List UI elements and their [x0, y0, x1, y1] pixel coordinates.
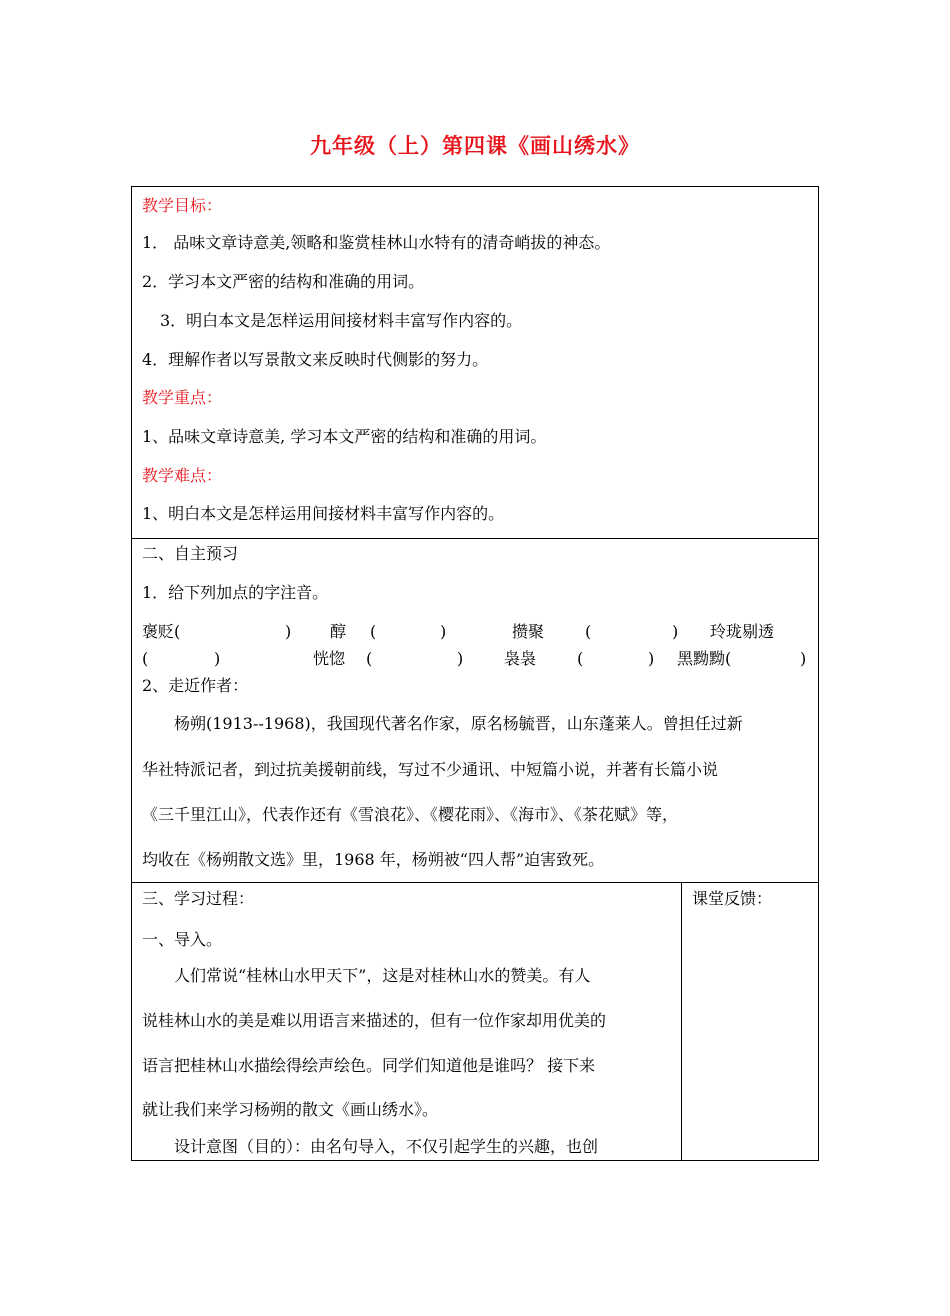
goal-item-3: 3．明白本文是怎样运用间接材料丰富写作内容的。	[160, 311, 523, 330]
author-line-1: 杨朔(1913--1968)，我国现代著名作家，原名杨毓晋，山东蓬莱人。曾担任过新	[174, 714, 743, 733]
author-line-3: 《三千里江山》，代表作还有《雪浪花》、《樱花雨》、《海市》、《茶花赋》等，	[142, 805, 679, 824]
word-row2-f: 袅袅	[504, 649, 537, 668]
difficult-point: 1、明白本文是怎样运用间接材料丰富写作内容的。	[142, 504, 505, 523]
word-row1-f: 攒聚	[512, 622, 545, 641]
word-row2-d: (	[366, 649, 373, 668]
process-line-1: 人们常说“桂林山水甲天下”，这是对桂林山水的赞美。有人	[174, 966, 591, 985]
process-heading: 三、学习过程：	[142, 889, 255, 908]
feedback-heading: 课堂反馈：	[692, 889, 773, 908]
word-row1-d: (	[370, 622, 377, 641]
page-title: 九年级（上）第四课《画山绣水》	[310, 134, 640, 158]
process-line-3: 语言把桂林山水描绘得绘声绘色。同学们知道他是谁吗？ 接下来	[142, 1056, 596, 1075]
question-2: 2、走近作者：	[142, 676, 249, 695]
process-line-4: 就让我们来学习杨朔的散文《画山绣水》。	[142, 1100, 439, 1119]
key-point: 1、品味文章诗意美, 学习本文严密的结构和准确的用词。	[142, 427, 547, 446]
intro-heading: 一、导入。	[142, 930, 223, 949]
word-row2-b: )	[214, 649, 221, 668]
word-row2-j: )	[800, 649, 807, 668]
word-row1-e: )	[440, 622, 447, 641]
key-heading: 教学重点：	[142, 388, 223, 407]
goal-item-4: 4．理解作者以写景散文来反映时代侧影的努力。	[142, 350, 489, 369]
word-row1-h: )	[672, 622, 679, 641]
word-row2-g: (	[577, 649, 584, 668]
word-row1-i: 玲珑剔透	[710, 622, 775, 641]
question-1: 1．给下列加点的字注音。	[142, 583, 329, 602]
author-line-2: 华社特派记者，到过抗美援朝前线，写过不少通讯、中短篇小说，并著有长篇小说	[142, 760, 719, 779]
word-row1-c: 醇	[330, 622, 347, 641]
word-row2-h: )	[648, 649, 655, 668]
preview-heading: 二、自主预习	[142, 544, 239, 563]
word-row2-a: (	[142, 649, 149, 668]
word-row1-a: 褒贬(	[142, 622, 181, 641]
goals-heading: 教学目标：	[142, 196, 223, 215]
word-row1-b: )	[285, 622, 292, 641]
word-row1-g: (	[585, 622, 592, 641]
process-line-2: 说桂林山水的美是难以用语言来描述的，但有一位作家却用优美的	[142, 1011, 607, 1030]
difficult-heading: 教学难点：	[142, 466, 223, 485]
goal-item-1: 1． 品味文章诗意美,领略和鉴赏桂林山水特有的清奇峭拔的神态。	[142, 233, 611, 252]
goal-item-2: 2．学习本文严密的结构和准确的用词。	[142, 272, 425, 291]
word-row2-i: 黑黝黝(	[677, 649, 732, 668]
process-line-5: 设计意图（目的）：由名句导入，不仅引起学生的兴趣，也创	[174, 1137, 599, 1156]
word-row2-e: )	[457, 649, 464, 668]
word-row2-c: 恍惚	[313, 649, 346, 668]
author-line-4: 均收在《杨朔散文选》里，1968 年，杨朔被“四人帮”迫害致死。	[142, 850, 605, 869]
feedback-cell	[681, 882, 819, 1161]
